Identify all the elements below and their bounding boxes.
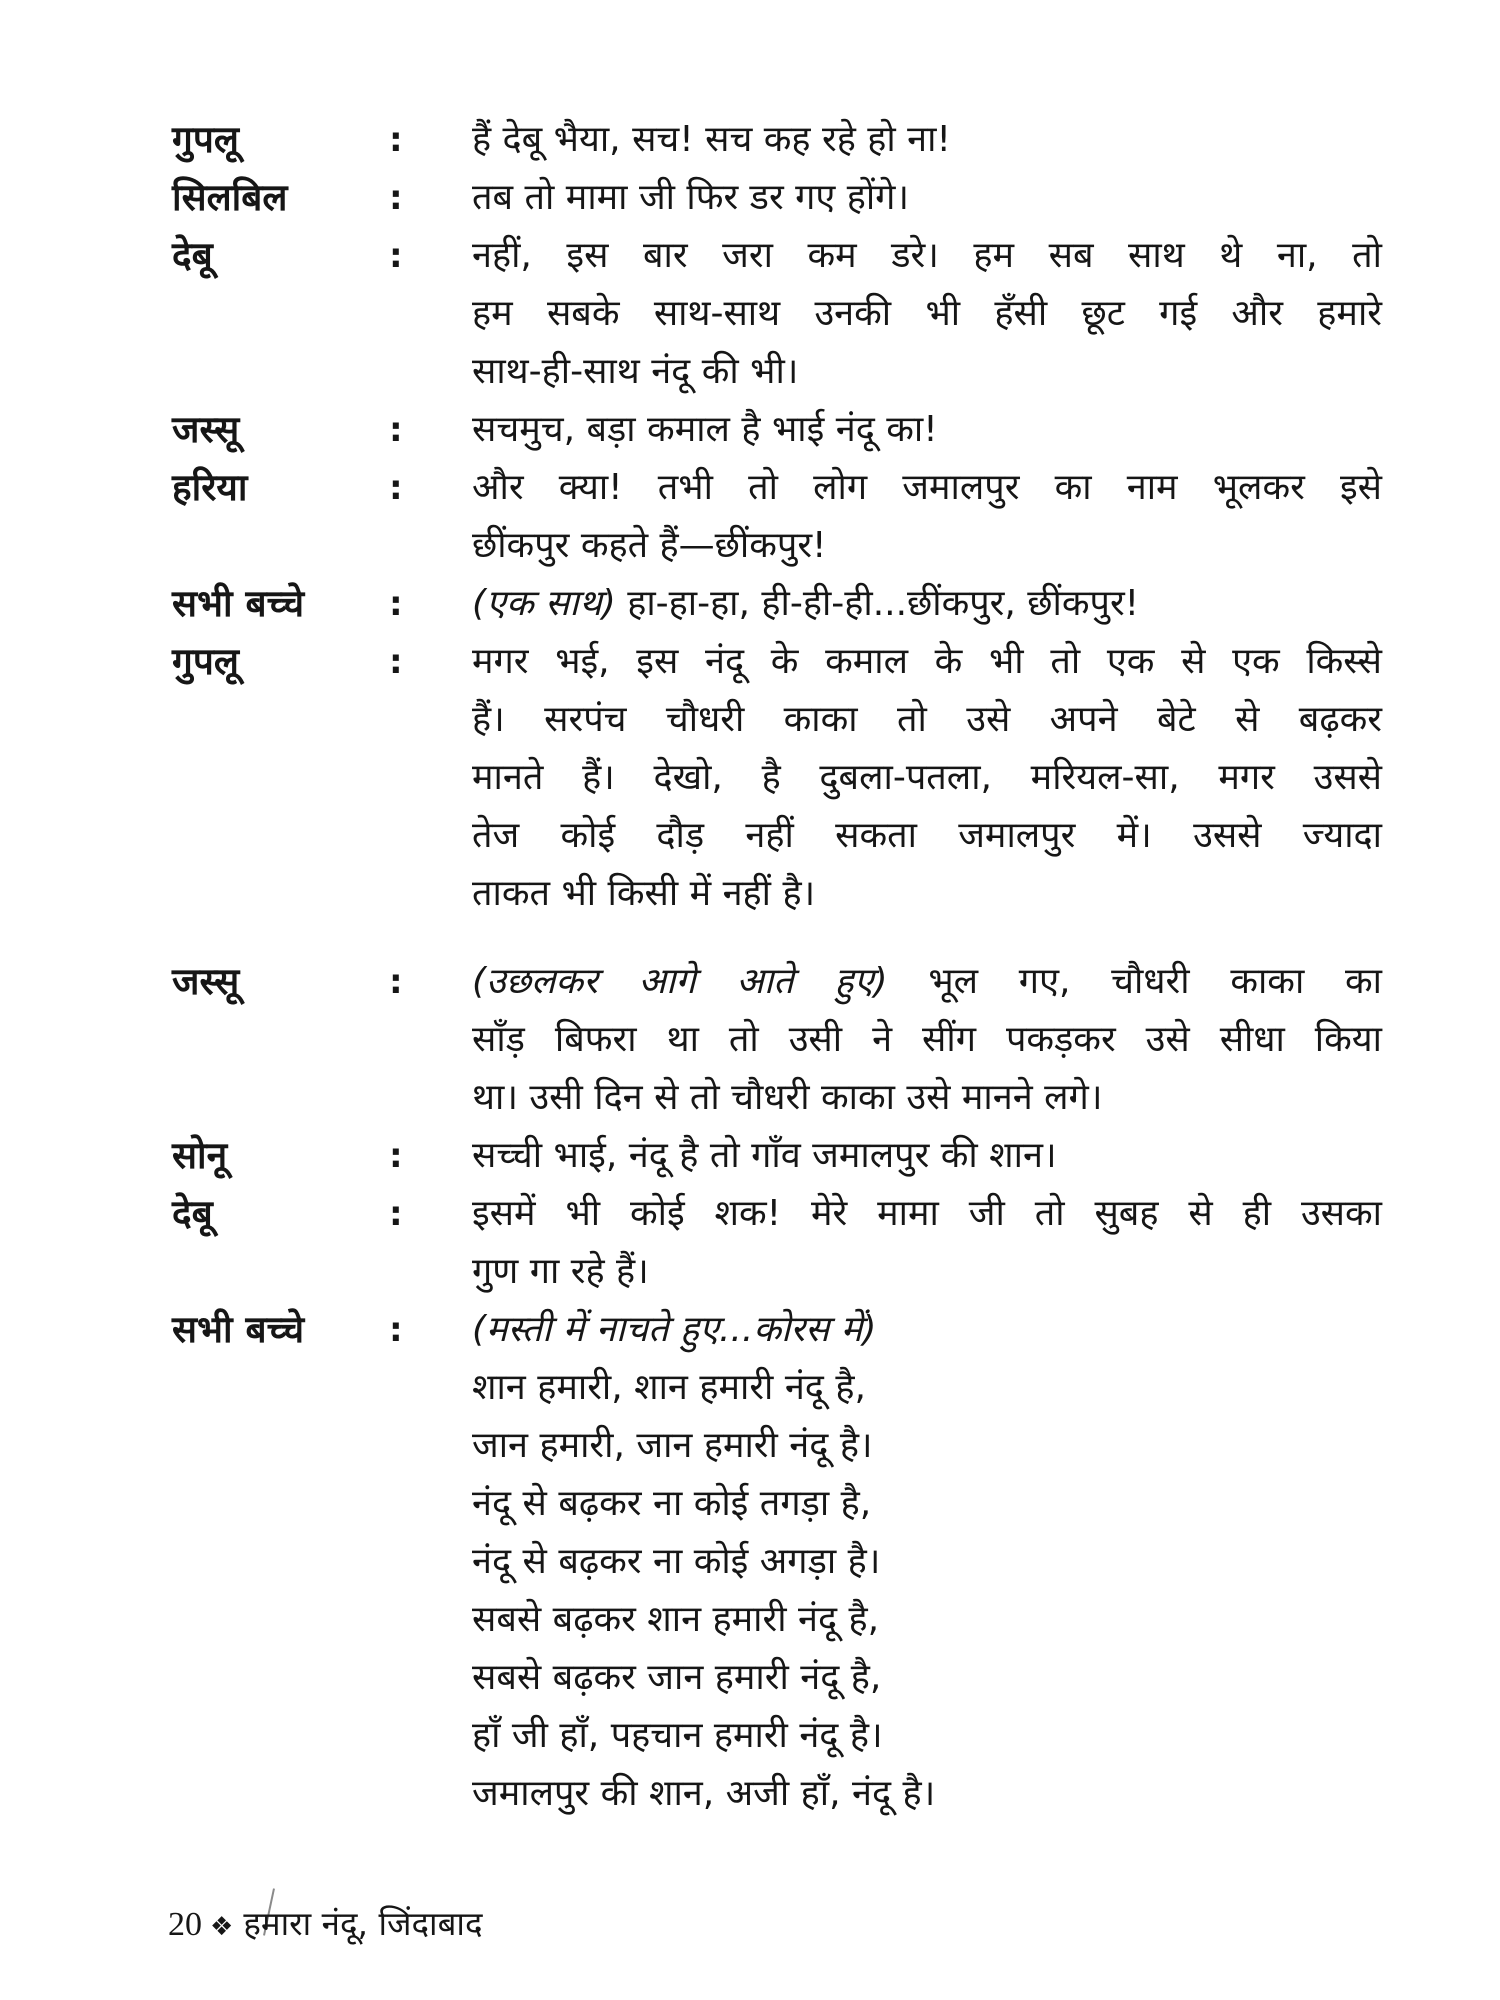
speech bbox=[472, 633, 1382, 923]
speaker-colon: : bbox=[389, 468, 403, 508]
speech bbox=[472, 459, 1382, 575]
speech bbox=[472, 953, 1382, 1127]
speech bbox=[472, 111, 1382, 169]
speech-line: और क्या! तभी तो लोग जमालपुर का नाम भूलकर इसे bbox=[472, 467, 1382, 508]
song-line: जान हमारी, जान हमारी नंदू है। bbox=[472, 1425, 873, 1466]
speech-line bbox=[472, 1301, 1382, 1359]
speech-line: नहीं, इस बार जरा कम डरे। हम सब साथ थे ना, तो bbox=[472, 235, 1382, 276]
speaker-name: गुपलू bbox=[172, 118, 239, 161]
speaker-name: देबू bbox=[172, 234, 213, 277]
speech-text: भूल गए, चौधरी काका का bbox=[887, 961, 1383, 1002]
song-line: सबसे बढ़कर शान हमारी नंदू है, bbox=[472, 1599, 880, 1640]
speech-line bbox=[472, 575, 1382, 633]
speech-line: तेज कोई दौड़ नहीं सकता जमालपुर में। उससे ज्यादा bbox=[472, 815, 1382, 856]
speech-line: साथ-ही-साथ नंदू की भी। bbox=[472, 351, 799, 392]
speaker-colon: : bbox=[389, 962, 403, 1002]
speech-line: मगर भई, इस नंदू के कमाल के भी तो एक से एक किस्से bbox=[472, 641, 1382, 682]
song-line: जमालपुर की शान, अजी हाँ, नंदू है। bbox=[472, 1773, 936, 1814]
speech bbox=[472, 1185, 1382, 1301]
speaker-name: सोनू bbox=[172, 1134, 228, 1177]
speaker-colon: : bbox=[389, 410, 403, 450]
speech-line: मानते हैं। देखो, है दुबला-पतला, मरियल-सा, मगर उससे bbox=[472, 757, 1382, 798]
speech-line: हैं देबू भैया, सच! सच कह रहे हो ना! bbox=[472, 119, 951, 160]
stage-direction: (उछलकर आगे आते हुए) bbox=[472, 961, 888, 1002]
speaker-colon: : bbox=[389, 1136, 403, 1176]
speaker-colon: : bbox=[389, 1194, 403, 1234]
speech-line: ताकत भी किसी में नहीं है। bbox=[472, 873, 816, 914]
song-line: हाँ जी हाँ, पहचान हमारी नंदू है। bbox=[472, 1715, 883, 1756]
stage-direction: (एक साथ) bbox=[472, 583, 616, 624]
speech-line: हैं। सरपंच चौधरी काका तो उसे अपने बेटे से बढ़कर bbox=[472, 699, 1382, 740]
speech-line: गुण गा रहे हैं। bbox=[472, 1251, 649, 1292]
speaker-colon: : bbox=[389, 178, 403, 218]
speaker-name: सिलबिल bbox=[172, 176, 288, 219]
song-line: सबसे बढ़कर जान हमारी नंदू है, bbox=[472, 1657, 882, 1698]
speaker-colon: : bbox=[389, 642, 403, 682]
speech bbox=[472, 401, 1382, 459]
ornament-icon: ❖ bbox=[210, 1912, 234, 1942]
speaker-name: जस्सू bbox=[172, 960, 240, 1003]
speech bbox=[472, 575, 1382, 633]
speech bbox=[472, 227, 1382, 401]
speech bbox=[472, 1127, 1382, 1185]
speaker-colon: : bbox=[389, 236, 403, 276]
chorus-song bbox=[472, 1301, 1382, 1823]
stage-direction: (मस्ती में नाचते हुए...कोरस में) bbox=[472, 1309, 877, 1350]
speech bbox=[472, 169, 1382, 227]
speech-line: हम सबके साथ-साथ उनकी भी हँसी छूट गई और हमारे bbox=[472, 293, 1382, 334]
speaker-name: जस्सू bbox=[172, 408, 240, 451]
page-footer bbox=[168, 1900, 482, 1951]
song-line: नंदू से बढ़कर ना कोई तगड़ा है, bbox=[472, 1483, 872, 1524]
speaker-colon: : bbox=[389, 120, 403, 160]
speaker-name: हरिया bbox=[172, 466, 248, 509]
speech-line: छींकपुर कहते हैं—छींकपुर! bbox=[472, 525, 827, 566]
song-line: शान हमारी, शान हमारी नंदू है, bbox=[472, 1367, 866, 1408]
speech-line: सचमुच, बड़ा कमाल है भाई नंदू का! bbox=[472, 409, 938, 450]
speaker-name: सभी बच्चे bbox=[172, 582, 305, 625]
speech-line: साँड़ बिफरा था तो उसी ने सींग पकड़कर उसे सीधा किया bbox=[472, 1019, 1382, 1060]
speech-line: तब तो मामा जी फिर डर गए होंगे। bbox=[472, 177, 910, 218]
speaker-name: सभी बच्चे bbox=[172, 1308, 305, 1351]
page-number: 20 bbox=[168, 1906, 202, 1943]
speaker-colon: : bbox=[389, 1310, 403, 1350]
speech-line bbox=[472, 953, 1382, 1011]
speech-text: हा-हा-हा, ही-ही-ही...छींकपुर, छींकपुर! bbox=[615, 583, 1140, 624]
speech-line: था। उसी दिन से तो चौधरी काका उसे मानने लगे। bbox=[472, 1077, 1103, 1118]
speaker-colon: : bbox=[389, 584, 403, 624]
speaker-name: देबू bbox=[172, 1192, 213, 1235]
speaker-name: गुपलू bbox=[172, 640, 239, 683]
book-title: हमारा नंदू, जिंदाबाद bbox=[243, 1904, 483, 1943]
speech-line: सच्ची भाई, नंदू है तो गाँव जमालपुर की शान। bbox=[472, 1135, 1057, 1176]
song-line: नंदू से बढ़कर ना कोई अगड़ा है। bbox=[472, 1541, 881, 1582]
speech-line: इसमें भी कोई शक! मेरे मामा जी तो सुबह से ही उसका bbox=[472, 1193, 1382, 1234]
